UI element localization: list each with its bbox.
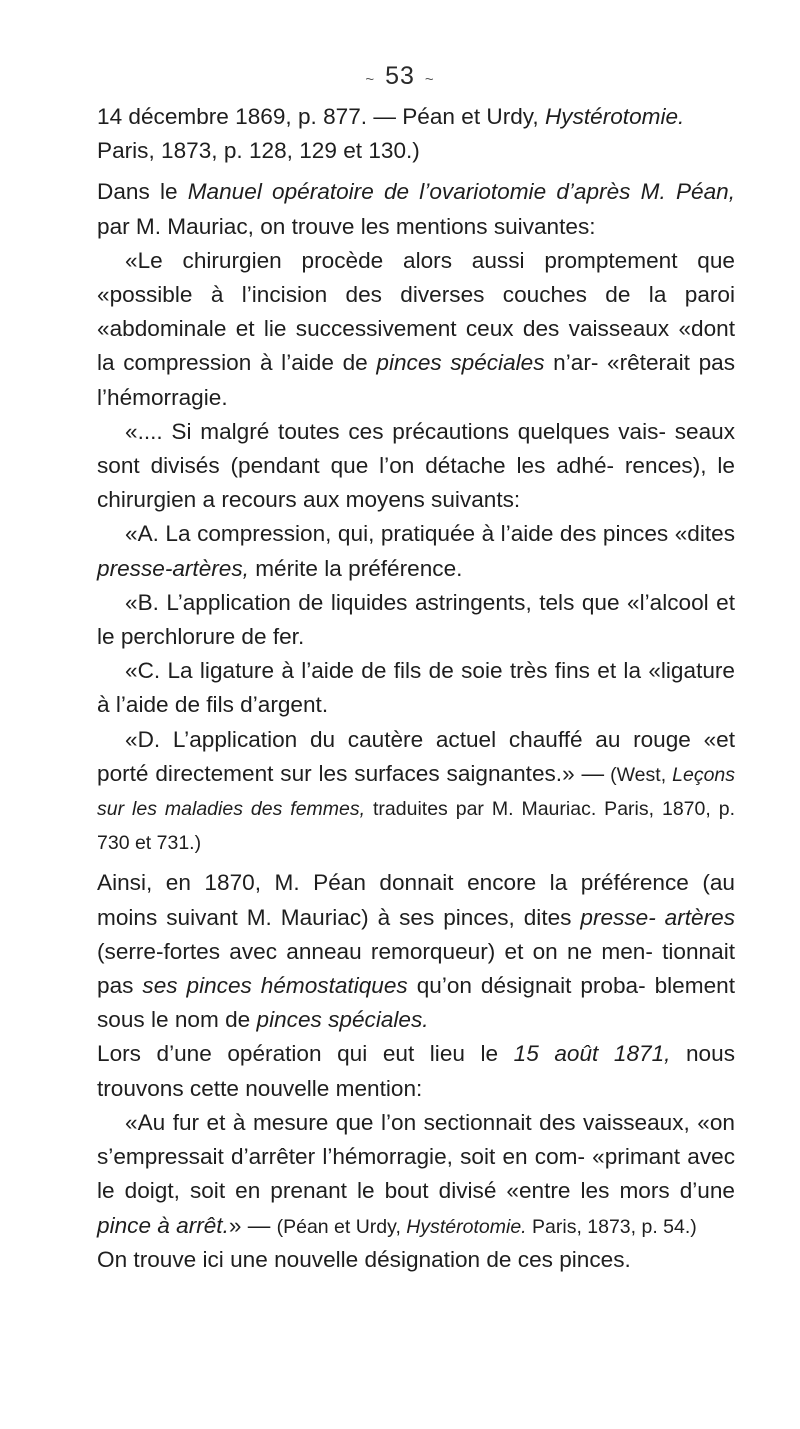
intro-text-2: par M. Mauriac, on trouve les mentions suivantes: — [97, 213, 596, 239]
manuel-title: Manuel opératoire de l’ovariotomie d’après M. Péan, — [187, 179, 735, 205]
item-d-ref-title: Leçons sur les maladies des femmes, — [97, 763, 736, 821]
lors-date: 15 août 1871, — [513, 1041, 671, 1067]
item-a-italic: presse-artères, — [97, 555, 249, 581]
item-a-text: «A. La compression, qui, pratiquée à l’aide des pinces «dites — [125, 521, 735, 547]
quote-precautions: «.... Si malgré toutes ces précautions quelques vais- seaux sont divisés (pendant que l’on détache les adhé- rences), le chirurgien a recours aux moyens suivants: — [97, 418, 735, 513]
quote-item-c: «C. La ligature à l’aide de fils de soie très fins et la «ligature à l’aide de fils d’argent. — [97, 658, 735, 718]
page-number: 53 — [385, 62, 415, 90]
item-a-text-2: mérite la préférence. — [248, 555, 463, 581]
paragraph-ainsi — [97, 866, 735, 1037]
page-header — [0, 62, 800, 91]
item-d-ref-2: traduites par M. Mauriac. Paris, 1870, p. 730 et 731.) — [97, 798, 735, 855]
ainsi-text-1: Ainsi, en 1870, M. Péan donnait encore la préférence (au moins suivant M. Mauriac) à ses pinces, dites — [97, 870, 735, 930]
intro-text: Dans le — [97, 179, 188, 205]
ref-text-2: Paris, 1873, p. 128, 129 et 130.) — [97, 138, 420, 164]
au-fur-ref: (Péan et Urdy, — [276, 1215, 407, 1238]
ref-title: Hystérotomie. — [544, 104, 685, 129]
quote-item-a — [97, 517, 735, 585]
reference-hysterotomie — [97, 100, 735, 168]
lors-text-2: nous trouvons cette nouvelle mention: — [97, 1041, 735, 1101]
ainsi-text-2: (serre-fortes avec anneau remorqueur) et on ne men- tionnait pas — [97, 938, 735, 999]
ainsi-text-3: qu’on désignait proba- blement sous le nom de — [97, 973, 735, 1033]
paragraph-closing: On trouve ici une nouvelle désignation de ces pinces. — [97, 1246, 631, 1272]
au-fur-ref-title: Hystérotomie. — [406, 1215, 527, 1238]
left-ornament-icon: ~ — [365, 71, 376, 88]
au-fur-text-2: » — — [228, 1212, 277, 1238]
quote-text: «Le chirurgien procède alors aussi promptement que «possible à l’incision des diverses couches de la paroi «abdominale et lie successivement ceux des vaisseaux «dont la compression à l’aide de — [97, 247, 735, 376]
quote-text-2: n’ar- «rêterait pas l’hémorragie. — [97, 350, 735, 410]
item-d-ref: (West, — [604, 763, 673, 786]
item-d-text: «D. L’application du cautère actuel chauffé au rouge «et porté directement sur les surfaces saignantes.» — — [97, 726, 735, 786]
body-text — [97, 100, 735, 1277]
ainsi-italic-1: presse- artères — [580, 904, 736, 930]
au-fur-italic: pince à arrêt. — [97, 1212, 229, 1238]
paragraph-lors — [97, 1037, 735, 1105]
lors-text: Lors d’une opération qui eut lieu le — [97, 1041, 514, 1067]
au-fur-ref-2: Paris, 1873, p. 54.) — [526, 1215, 697, 1238]
quote-item-d — [97, 723, 735, 860]
paragraph-intro — [97, 175, 735, 243]
quote-au-fur — [97, 1106, 735, 1243]
au-fur-text: «Au fur et à mesure que l’on sectionnait des vaisseaux, «on s’empressait d’arrêter l’hémorragie, soit en com- «primant avec le doigt, soit en prenant le bout divisé «entre les mors d’une — [97, 1109, 735, 1204]
quote-italic: pinces spéciales — [376, 350, 545, 376]
right-ornament-icon: ~ — [424, 71, 435, 88]
ainsi-italic-2: ses pinces hémostatiques — [142, 973, 408, 999]
quote-item-b: «B. L’application de liquides astringents, tels que «l’alcool et le perchlorure de fer. — [97, 589, 735, 650]
ainsi-italic-3: pinces spéciales. — [256, 1007, 429, 1033]
quote-chirurgien — [97, 244, 735, 415]
ref-text: 14 décembre 1869, p. 877. — Péan et Urdy, — [97, 104, 545, 129]
